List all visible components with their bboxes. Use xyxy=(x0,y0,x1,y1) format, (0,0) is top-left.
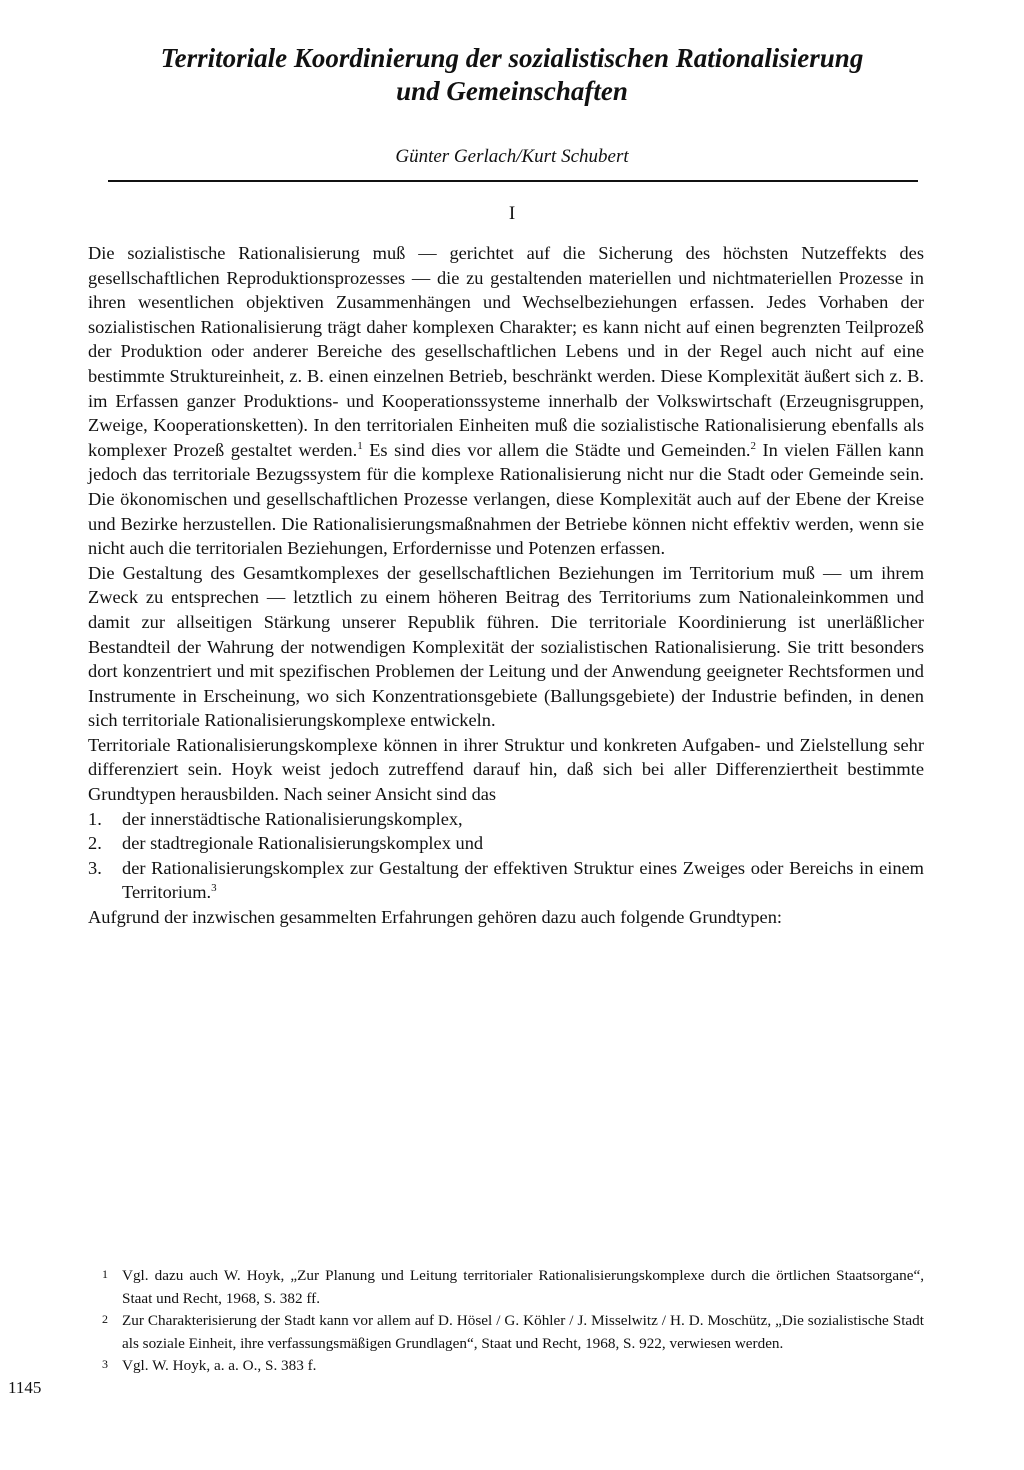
list-number: 2. xyxy=(88,833,102,854)
article-body xyxy=(88,241,924,930)
section-number: I xyxy=(508,203,516,224)
list-item xyxy=(88,831,924,856)
footnote-mark: 2 xyxy=(102,1312,108,1326)
footnote-text: Vgl. W. Hoyk, a. a. O., S. 383 f. xyxy=(122,1357,317,1374)
title-divider xyxy=(108,180,918,182)
body-paragraph: Die sozialistische Rationalisierung muß — gerichtet auf die Sicherung des höchsten Nutzeffekts des gesellschaftlichen Reproduktionsprozesses — die zu gestaltenden materiellen und nichtmateriellen Prozesse in ihren wesentlichen objektiven Zusammenhängen und Wechselbeziehungen erfassen. Jedes Vorhaben der sozialistischen Rationalisierung trägt daher komplexen Charakter; es kann nicht auf einen begrenzten Teilprozeß der Produktion oder anderer Bereiche des gesellschaftlichen Lebens und in der Regel auch nicht auf eine bestimmte Struktureinheit, z. B. einen einzelnen Betrieb, beschränkt werden. Diese Komplexität äußert sich z. B. im Erfassen ganzer Produktions- und Kooperationssysteme innerhalb der Volkswirtschaft (Erzeugnisgruppen, Zweige, Kooperationsketten). In den territorialen Einheiten muß die sozialistische Rationalisierung ebenfalls als komplexer Prozeß gestaltet werden.$^1$ Es sind dies vor allem die Städte und Gemeinden.$^2$ In vielen Fällen kann jedoch das territoriale Bezugssystem für die komplexe Rationalisierung nicht nur die Stadt oder Gemeinde sein. Die ökonomischen und gesellschaftlichen Prozesse verlangen, diese Komplexität auch auf der Ebene der Kreise und Bezirke herzustellen. Die Rationalisierungsmaßnahmen der Betriebe können nicht effektiv werden, wenn sie nicht auch die territorialen Beziehungen, Erfordernisse und Potenzen erfassen. xyxy=(88,243,924,559)
title-line-1: Territoriale Koordinierung der sozialistischen Rationalisierung xyxy=(160,43,864,73)
list-item xyxy=(88,807,924,832)
footnote-text: Zur Charakterisierung der Stadt kann vor allem auf D. Hösel / G. Köhler / J. Misselwitz / H. D. Moschütz, „Die sozialistische Stadt als soziale Einheit, ihre verfassungsmäßigen Grundlagen“, Staat und Recht, 1968, S. 922, verwiesen werden. xyxy=(122,1312,924,1352)
article-title xyxy=(60,42,964,108)
footnote-ref[interactable]: 1 xyxy=(357,439,363,452)
footnote-mark: 1 xyxy=(102,1267,108,1281)
footnote-mark: 3 xyxy=(102,1357,108,1371)
list-number: 3. xyxy=(88,857,102,878)
footnote xyxy=(102,1265,924,1310)
body-paragraph: Territoriale Rationalisierungskomplexe können in ihrer Struktur und konkreten Aufgaben- und Zielstellung sehr differenziert sein. Hoyk weist jedoch zutreffend darauf hin, daß sich bei aller Differenziertheit bestimmte Grundtypen herausbilden. Nach seiner Ansicht sind das xyxy=(88,734,924,805)
footnote xyxy=(102,1355,924,1378)
page-number: 1145 xyxy=(8,1378,42,1397)
footnotes xyxy=(102,1265,924,1378)
body-paragraph: Die Gestaltung des Gesamtkomplexes der gesellschaftlichen Beziehungen im Territorium muß — um ihrem Zweck zu entsprechen — letztlich zu einem höheren Beitrag des Territoriums zum Nationaleinkommen und damit zur allseitigen Stärkung unserer Republik führen. Die territoriale Koordinierung ist unerläßlicher Bestandteil der Wahrung der notwendigen Komplexität der sozialistischen Rationalisierung. Sie tritt besonders dort konzentriert und mit spezifischen Problemen der Leitung und der Anwendung geeigneter Rechtsformen und Instrumente in Erscheinung, wo sich Konzentrationsgebiete (Ballungsgebiete) der Industrie befinden, in denen sich territoriale Rationalisierungskomplexe entwickeln. xyxy=(88,562,924,731)
list-text: der innerstädtische Rationalisierungskomplex, xyxy=(122,808,463,829)
list-number: 1. xyxy=(88,808,102,829)
footnote-ref[interactable]: 3 xyxy=(211,882,217,895)
list-text: der stadtregionale Rationalisierungskomplex und xyxy=(122,833,484,854)
body-paragraph: Aufgrund der inzwischen gesammelten Erfahrungen gehören dazu auch folgende Grundtypen: xyxy=(88,907,782,928)
authors: Günter Gerlach/Kurt Schubert xyxy=(395,146,629,167)
title-line-2: und Gemeinschaften xyxy=(396,76,628,106)
footnote-text: Vgl. dazu auch W. Hoyk, „Zur Planung und Leitung territorialer Rationalisierungskomplexe durch die örtlichen Staatsorgane“, Staat und Recht, 1968, S. 382 ff. xyxy=(122,1267,924,1307)
list-item xyxy=(88,856,924,905)
list-text: der Rationalisierungskomplex zur Gestaltung der effektiven Struktur eines Zweiges oder Bereichs in einem Territorium.$^3$ xyxy=(122,857,924,903)
footnote-ref[interactable]: 2 xyxy=(750,439,757,452)
footnote xyxy=(102,1310,924,1355)
